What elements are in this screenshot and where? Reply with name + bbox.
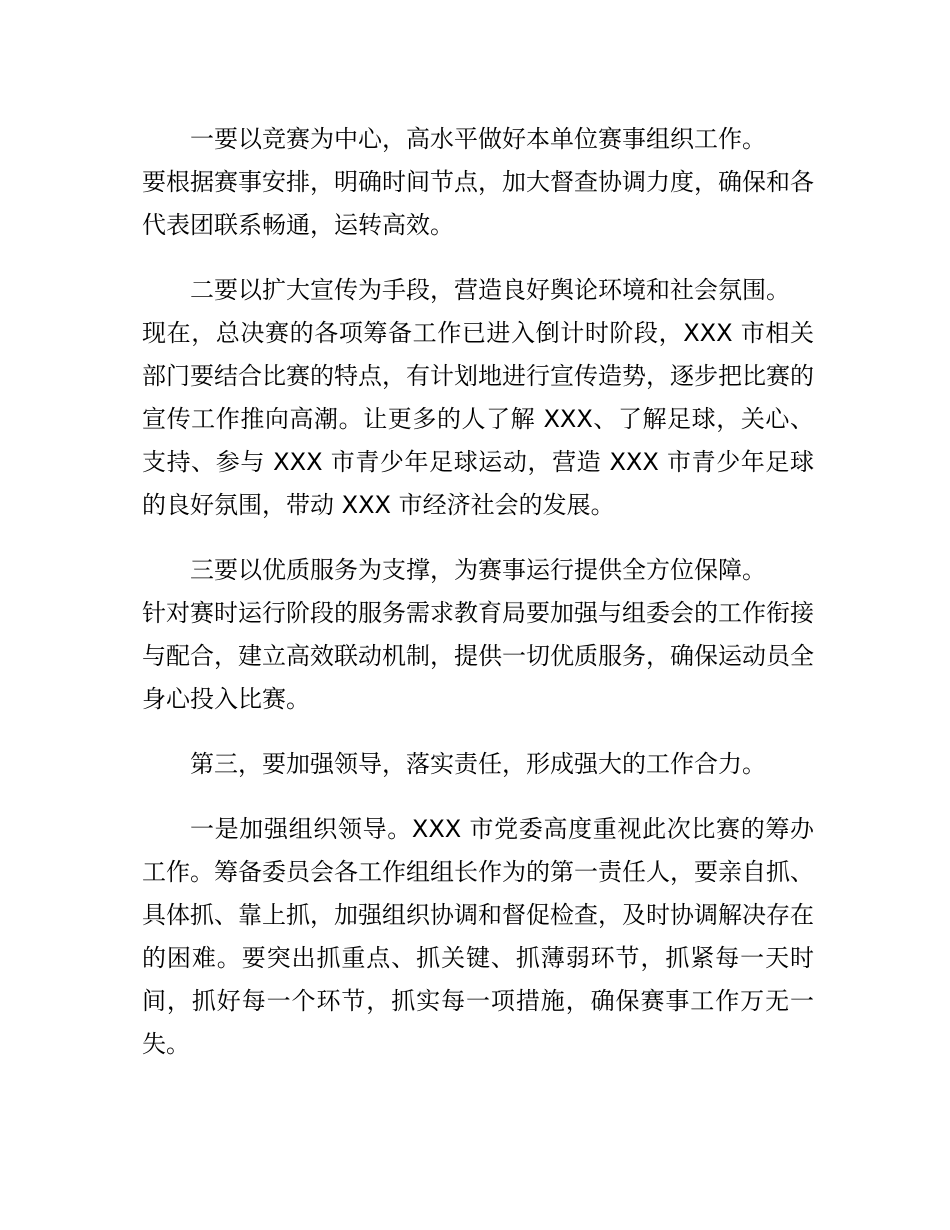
paragraph-leadership-heading	[142, 743, 814, 786]
paragraph-service	[142, 549, 814, 721]
paragraph-lead: 一要以竞赛为中心，高水平做好本单位赛事组织工作。	[190, 125, 766, 153]
paragraph-lead: 一是加强组织领导。XXX 市党委高度重视此次比赛的筹办工作。筹备委员会各工作组组长作为的第一责任人，要亲自抓、具体抓、靠上抓，加强组织协调和督促检查，及时协调解决存在的困难。要突出抓重点、抓关键、抓薄弱环节，抓紧每一天时间，抓好每一个环节，抓实每一项措施，确保赛事工作万无一失。	[142, 815, 814, 1058]
paragraph-organization	[142, 808, 814, 1066]
paragraph-publicity	[142, 269, 814, 527]
paragraph-lead: 二要以扩大宣传为手段，营造良好舆论环境和社会氛围。	[190, 276, 790, 304]
document-body	[142, 118, 814, 1088]
paragraph-competition	[142, 118, 814, 247]
paragraph-body: 针对赛时运行阶段的服务需求教育局要加强与组委会的工作衔接与配合，建立高效联动机制，提供一切优质服务，确保运动员全身心投入比赛。	[142, 599, 814, 713]
paragraph-body: 现在，总决赛的各项筹备工作已进入倒计时阶段，XXX 市相关部门要结合比赛的特点，有计划地进行宣传造势，逐步把比赛的宣传工作推向高潮。让更多的人了解 XXX、了解足球，关心、支持、参与 XXX 市青少年足球运动，营造 XXX 市青少年足球的良好氛围，带动 XXX 市经济社会的发展。	[142, 319, 814, 519]
paragraph-lead: 第三，要加强领导，落实责任，形成强大的工作合力。	[190, 750, 766, 778]
paragraph-lead: 三要以优质服务为支撑，为赛事运行提供全方位保障。	[190, 556, 766, 584]
paragraph-body: 要根据赛事安排，明确时间节点，加大督查协调力度，确保和各代表团联系畅通，运转高效。	[142, 168, 814, 239]
